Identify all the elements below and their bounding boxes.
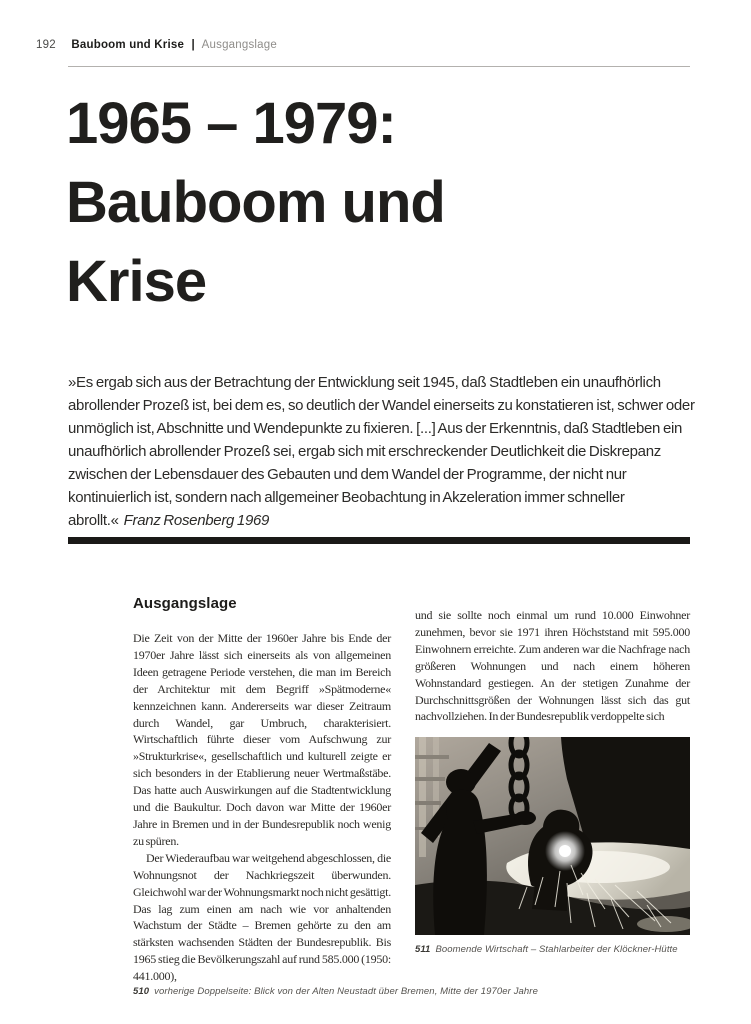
figure-510-text: vorherige Doppelseite: Blick von der Alten Neustadt über Bremen, Mitte der 1970er Jahre: [154, 986, 538, 997]
figure-511-caption: [415, 944, 690, 956]
lead-quote: [68, 371, 695, 532]
chapter-title: Bauboom und Krise: [71, 39, 185, 51]
quote-attribution: Franz Rosenberg 1969: [123, 512, 270, 529]
page-number: 192: [36, 39, 56, 51]
header-separator: |: [191, 39, 195, 51]
chapter-heading: [66, 84, 445, 321]
body-paragraph-3: und sie sollte noch einmal um rund 10.000 Einwohner zunehmen, bevor sie 1971 ihren Höchststand mit 595.000 Einwohnern erreichte. Zum anderen war die Nachfrage nach größeren Wohnungen und nach einem höheren Wohnstandard gestiegen. An der stetigen Zunahme der Durchschnittsgrößen der Wohnungen lässt sich das gut nachvollziehen. In der Bundesrepublik verdoppelte sich: [415, 608, 690, 724]
figure-510-caption: [133, 986, 693, 998]
figure-511-number: 511: [415, 944, 431, 956]
welding-arc-core: [559, 845, 571, 857]
section-divider-bar: [68, 537, 690, 544]
header-divider: [68, 66, 690, 67]
body-columns: [133, 596, 690, 985]
left-column: [133, 596, 391, 985]
figure-511: [415, 737, 690, 956]
chapter-heading-line-1: 1965 – 1979:: [66, 91, 396, 156]
quote-text: »Es ergab sich aus der Betrachtung der Entwicklung seit 1945, daß Stadtleben ein unaufhörlich abrollender Prozeß ist, bei dem es, so deutlich der Wandel einerseits zu konstatieren ist, schwer oder unmöglich ist, Abschnitte und Wendepunkte zu fixieren. [...] Aus der Erkenntnis, daß Stadtleben ein unaufhörlich abrollender Prozeß sei, ergab sich mit erschreckender Deutlichkeit die Diskrepanz zwischen der Lebensdauer des Gebauten und dem Wandel der Programme, der nicht nur kontinuierlich ist, sondern nach allgemeiner Beobachtung in Akzeleration immer schneller abrollt.«: [68, 374, 695, 529]
running-head: [36, 39, 277, 51]
chapter-heading-line-2: Bauboom und: [66, 170, 445, 235]
steelworker-photo: [415, 737, 690, 935]
chapter-heading-line-3: Krise: [66, 249, 207, 314]
figure-511-text: Boomende Wirtschaft – Stahlarbeiter der Klöckner-Hütte: [435, 944, 678, 956]
body-paragraph-2: Der Wiederaufbau war weitgehend abgeschlossen, die Wohnungsnot der Nachkriegszeit überwunden. Gleichwohl war der Wohnungsmarkt noch nicht gesättigt. Das lag zum einen am nach wie vor anhaltenden Wachstum der Städte – Bremen gehörte zu den am stärksten wachsenden Städten der Bundesrepublik. Bis 1965 stieg die Bevölkerungszahl auf rund 585.000 (1950: 441.000),: [133, 850, 391, 984]
right-column: [415, 596, 690, 985]
section-heading: Ausgangslage: [133, 595, 237, 612]
figure-510-number: 510: [133, 986, 150, 997]
section-name: Ausgangslage: [201, 39, 277, 51]
body-paragraph-1: Die Zeit von der Mitte der 1960er Jahre bis Ende der 1970er Jahre lässt sich einerseits als von allgemeinen Ideen getragene Periode verstehen, die man im Bereich der Architektur mit dem Begriff »Spätmoderne« kennzeichnen kann. Andererseits war dieser Zeitraum durch Wandel, gar Umbruch, charakterisiert. Wirtschaftlich führte dieser vom Aufschwung zur »Strukturkrise«, gesellschaftlich und kulturell zeigte er sich besonders in der Etablierung neuer Wertmaßstäbe. Das hatte auch Auswirkungen auf die Stadtentwicklung und die Baukultur. Doch davon war Mitte der 1960er Jahre in Bremen und in der Bundesrepublik noch wenig zu spüren.: [133, 631, 391, 848]
